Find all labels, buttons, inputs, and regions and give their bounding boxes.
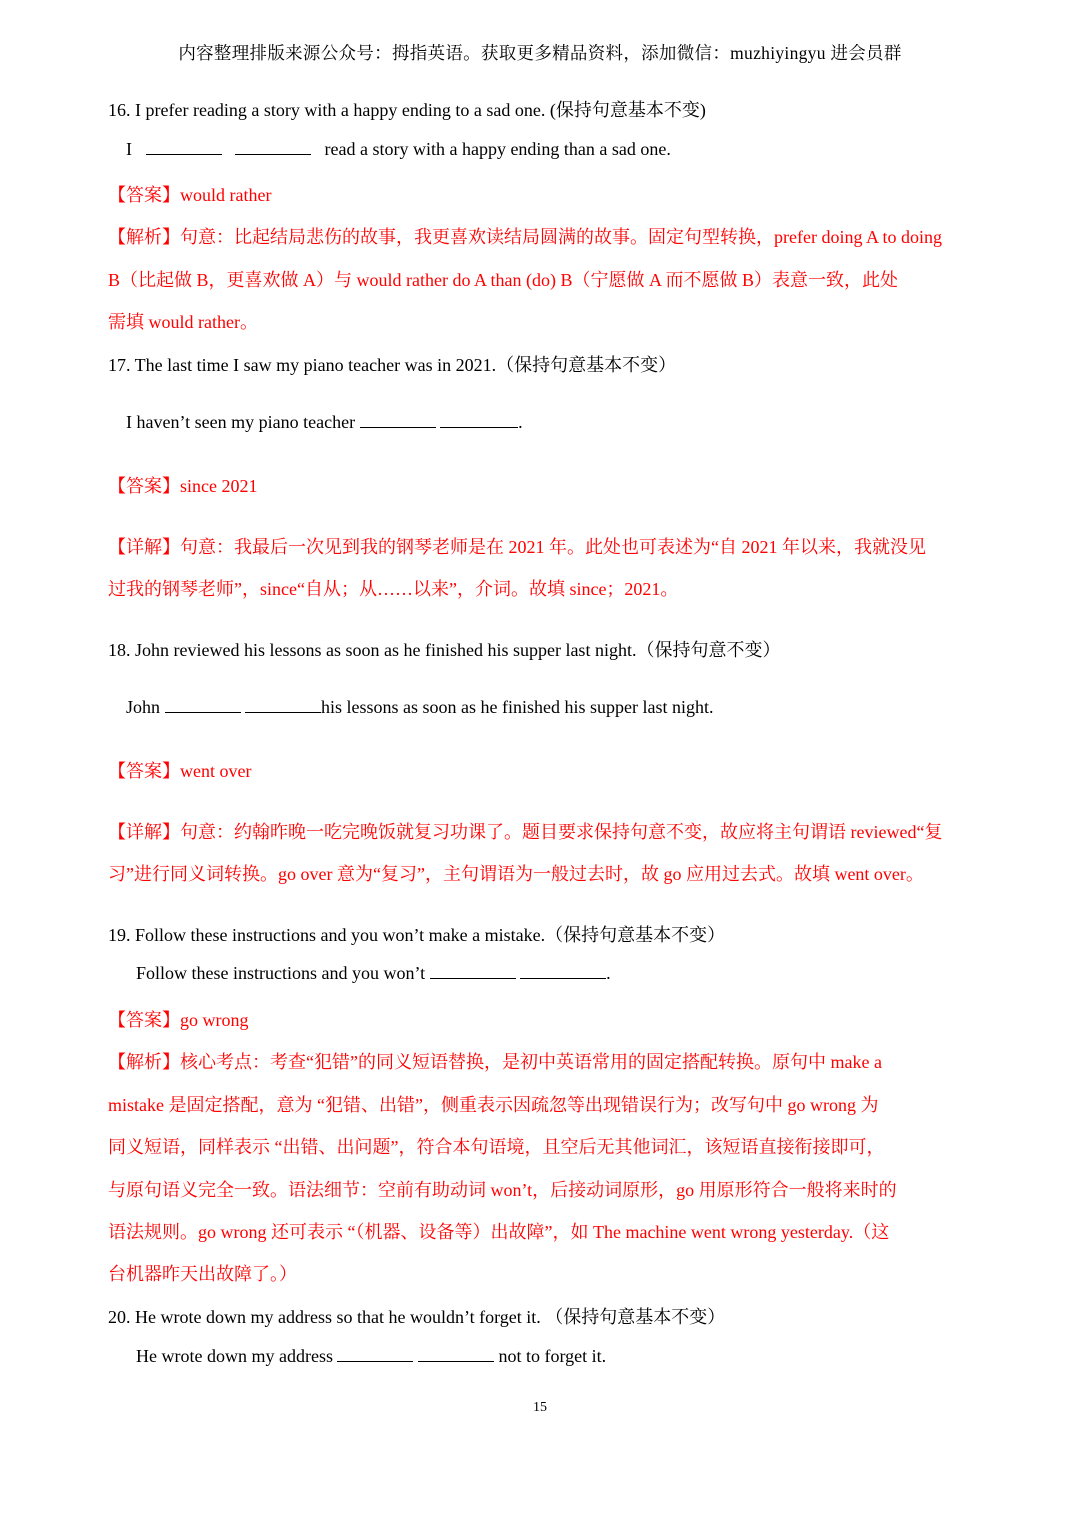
analysis-16-line-3: 需填 would rather。 bbox=[108, 312, 258, 332]
rewrite-17-start: I haven’t seen my piano teacher bbox=[126, 412, 356, 432]
analysis-19-line-4: 与原句语义完全一致。语法细节：空前有助动词 won’t，后接动词原形，go 用原形符合一般将来时的 bbox=[108, 1180, 897, 1200]
rewrite-18-start: John bbox=[126, 697, 161, 717]
blank-20-2 bbox=[418, 1347, 494, 1362]
answer-19: 【答案】go wrong bbox=[108, 1010, 249, 1030]
rewrite-17 bbox=[126, 412, 523, 433]
analysis-17-line-1: 【详解】句意：我最后一次见到我的钢琴老师是在 2021 年。此处也可表述为“自 2021 年以来，我就没见 bbox=[108, 537, 926, 557]
question-19: 19. Follow these instructions and you won’t make a mistake.（保持句意基本不变） bbox=[108, 925, 726, 945]
analysis-16-line-1: 【解析】句意：比起结局悲伤的故事，我更喜欢读结局圆满的故事。固定句型转换，prefer doing A to doing bbox=[108, 227, 942, 247]
rewrite-20 bbox=[136, 1346, 606, 1367]
analysis-19-line-3: 同义短语，同样表示 “出错、出问题”，符合本句语境，且空后无其他词汇，该短语直接衔接即可， bbox=[108, 1137, 885, 1157]
page-header: 内容整理排版来源公众号：拇指英语。获取更多精品资料，添加微信：muzhiyingyu 进会员群 bbox=[178, 43, 902, 63]
analysis-19-line-5: 语法规则。go wrong 还可表示 “（机器、设备等）出故障”，如 The machine went wrong yesterday.（这 bbox=[108, 1222, 890, 1242]
rewrite-19 bbox=[136, 963, 611, 984]
blank-16-2 bbox=[235, 140, 311, 155]
analysis-19-line-2: mistake 是固定搭配，意为 “犯错、出错”，侧重表示因疏忽等出现错误行为；改写句中 go wrong 为 bbox=[108, 1095, 879, 1115]
rewrite-20-end: not to forget it. bbox=[498, 1346, 607, 1366]
rewrite-16-end: read a story with a happy ending than a sad one. bbox=[324, 139, 671, 159]
answer-18: 【答案】went over bbox=[108, 761, 252, 781]
rewrite-18-end: his lessons as soon as he finished his supper last night. bbox=[321, 697, 714, 717]
blank-17-2 bbox=[440, 413, 518, 428]
question-16: 16. I prefer reading a story with a happy ending to a sad one. (保持句意基本不变) bbox=[108, 100, 706, 120]
blank-19-1 bbox=[430, 964, 516, 979]
question-20: 20. He wrote down my address so that he wouldn’t forget it. （保持句意基本不变） bbox=[108, 1307, 726, 1327]
blank-20-1 bbox=[337, 1347, 413, 1362]
blank-18-2 bbox=[245, 698, 321, 713]
rewrite-20-start: He wrote down my address bbox=[136, 1346, 333, 1366]
rewrite-16 bbox=[126, 139, 671, 160]
blank-18-1 bbox=[165, 698, 241, 713]
analysis-19-line-6: 台机器昨天出故障了。） bbox=[108, 1264, 297, 1284]
analysis-18-line-2: 习”进行同义词转换。go over 意为“复习”，主句谓语为一般过去时，故 go 应用过去式。故填 went over。 bbox=[108, 864, 924, 884]
rewrite-19-end: . bbox=[606, 963, 611, 983]
analysis-17-line-2: 过我的钢琴老师”，since“自从；从……以来”，介词。故填 since；2021。 bbox=[108, 579, 679, 599]
analysis-16-line-2: B（比起做 B，更喜欢做 A）与 would rather do A than (do) B（宁愿做 A 而不愿做 B）表意一致，此处 bbox=[108, 270, 898, 290]
rewrite-16-start: I bbox=[126, 139, 132, 159]
answer-16: 【答案】would rather bbox=[108, 185, 272, 205]
blank-19-2 bbox=[520, 964, 606, 979]
blank-16-1 bbox=[146, 140, 222, 155]
rewrite-19-start: Follow these instructions and you won’t bbox=[136, 963, 426, 983]
analysis-19-line-1: 【解析】核心考点：考查“犯错”的同义短语替换，是初中英语常用的固定搭配转换。原句中 make a bbox=[108, 1052, 882, 1072]
question-17: 17. The last time I saw my piano teacher was in 2021.（保持句意基本不变） bbox=[108, 355, 677, 375]
question-18: 18. John reviewed his lessons as soon as he finished his supper last night.（保持句意不变） bbox=[108, 640, 781, 660]
analysis-18-line-1: 【详解】句意：约翰昨晚一吃完晚饭就复习功课了。题目要求保持句意不变，故应将主句谓语 reviewed“复 bbox=[108, 822, 943, 842]
blank-17-1 bbox=[360, 413, 436, 428]
rewrite-17-end: . bbox=[518, 412, 523, 432]
answer-17: 【答案】since 2021 bbox=[108, 476, 258, 496]
rewrite-18 bbox=[126, 697, 714, 718]
page-number: 15 bbox=[533, 1400, 547, 1415]
